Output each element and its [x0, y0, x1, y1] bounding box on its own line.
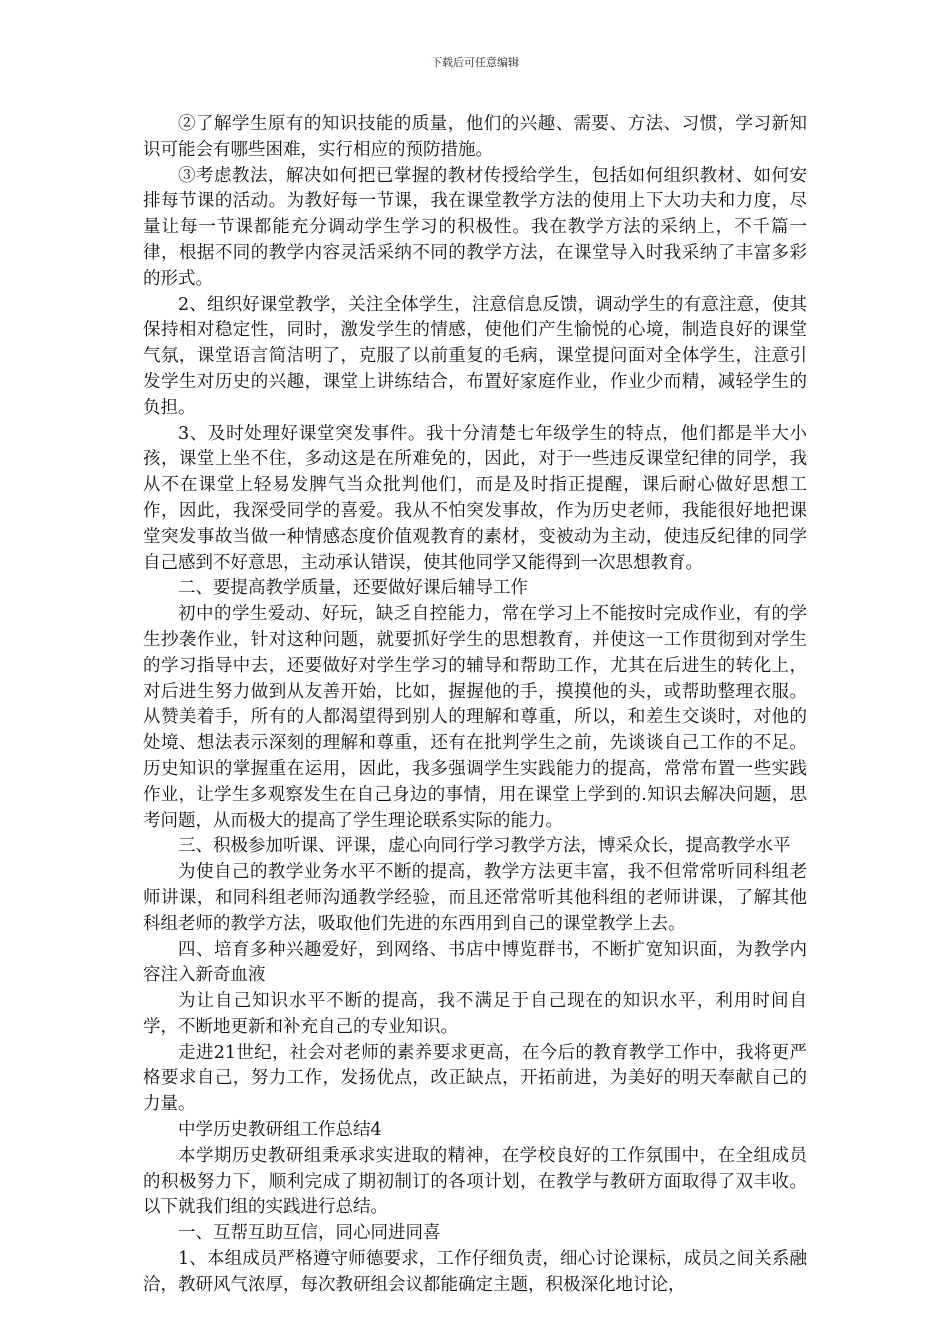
paragraph: ②了解学生原有的知识技能的质量，他们的兴趣、需要、方法、习惯，学习新知识可能会有哪些困难，实行相应的预防措施。 [143, 114, 807, 160]
paragraph: 本学期历史教研组秉承求实进取的精神，在学校良好的工作氛围中，在全组成员的积极努力下，顺利完成了期初制订的各项计划，在教学与教研方面取得了双丰收。以下就我们组的实践进行总结。 [143, 1145, 807, 1218]
section-heading: 四、培育多种兴趣爱好，到网络、书店中博览群书，不断扩宽知识面，为教学内容注入新奇血液 [143, 939, 807, 986]
section-heading: 三、积极参加听课、评课，虚心向同行学习教学方法，博采众长，提高教学水平 [178, 836, 791, 857]
paragraph: 初中的学生爱动、好玩，缺乏自控能力，常在学习上不能按时完成作业，有的学生抄袭作业，针对这种问题，就要抓好学生的思想教育，并使这一工作贯彻到对学生的学习指导中去，还要做好对学生学习的辅导和帮助工作，尤其在后进生的转化上，对后进生努力做到从友善开始，比如，握握他的手，摸摸他的头，或帮助整理衣服。从赞美着手，所有的人都渴望得到别人的理解和尊重，所以，和差生交谈时，对他的处境、想法表示深刻的理解和尊重，还有在批判学生之前，先谈谈自己工作的不足。历史知识的掌握重在运用，因此，我多强调学生实践能力的提高，常常布置一些实践作业，让学生多观察发生在自己身边的事情，用在课堂上学到的.知识去解决问题，思考问题，从而极大的提高了学生理论联系实际的能力。 [143, 604, 807, 831]
paragraph: 3、及时处理好课堂突发事件。我十分清楚七年级学生的特点，他们都是半大小孩，课堂上坐不住，多动这是在所难免的，因此，对于一些违反课堂纪律的同学，我从不在课堂上轻易发脾气当众批判他们，而是及时指正提醒，课后耐心做好思想工作，因此，我深受同学的喜爱。我从不怕突发事故，作为历史老师，我能很好地把课堂突发事故当做一种情感态度价值观教育的素材，变被动为主动，使违反纪律的同学自己感到不好意思，主动承认错误，使其他同学又能得到一次思想教育。 [143, 423, 807, 573]
paragraph: 为让自己知识水平不断的提高，我不满足于自己现在的知识水平，利用时间自学，不断地更新和补充自己的专业知识。 [143, 991, 807, 1037]
document-title: 中学历史教研组工作总结4 [178, 1120, 382, 1141]
section-heading: 二、要提高教学质量，还要做好课后辅导工作 [178, 578, 528, 599]
paragraph: ③考虑教法，解决如何把已掌握的教材传授给学生，包括如何组织教材、如何安排每节课的活动。为教好每一节课，我在课堂教学方法的使用上下大功夫和力度，尽量让每一节课都能充分调动学生学习的积极性。我在教学方法的采纳上，不千篇一律，根据不同的教学内容灵活采纳不同的教学方法，在课堂导入时我采纳了丰富多彩的形式。 [143, 165, 807, 289]
paragraph: 走进21世纪，社会对老师的素养要求更高，在今后的教育教学工作中，我将更严格要求自己，努力工作，发扬优点，改正缺点，开拓前进，为美好的明天奉献自己的力量。 [143, 1042, 807, 1115]
section-heading: 一、互帮互助互信，同心同进同喜 [178, 1223, 441, 1244]
paragraph: 为使自己的教学业务水平不断的提高，教学方法更丰富，我不但常常听同科组老师讲课，和同科组老师沟通教学经验，而且还常常听其他科组的老师讲课，了解其他科组老师的教学方法，吸取他们先进的东西用到自己的课堂教学上去。 [143, 862, 807, 934]
paragraph: 2、组织好课堂教学，关注全体学生，注意信息反馈，调动学生的有意注意，使其保持相对稳定性，同时，激发学生的情感，使他们产生愉悦的心境，制造良好的课堂气氛，课堂语言简洁明了，克服了以前重复的毛病，课堂提问面对全体学生，注意引发学生对历史的兴趣，课堂上讲练结合，布置好家庭作业，作业少而精，减轻学生的负担。 [143, 294, 807, 418]
document-body [143, 112, 807, 1299]
page-header: 下载后可任意编辑 [431, 56, 519, 69]
paragraph: 1、本组成员严格遵守师德要求，工作仔细负责，细心讨论课标，成员之间关系融洽，教研风气浓厚，每次教研组会议都能确定主题，积极深化地讨论， [143, 1249, 807, 1295]
